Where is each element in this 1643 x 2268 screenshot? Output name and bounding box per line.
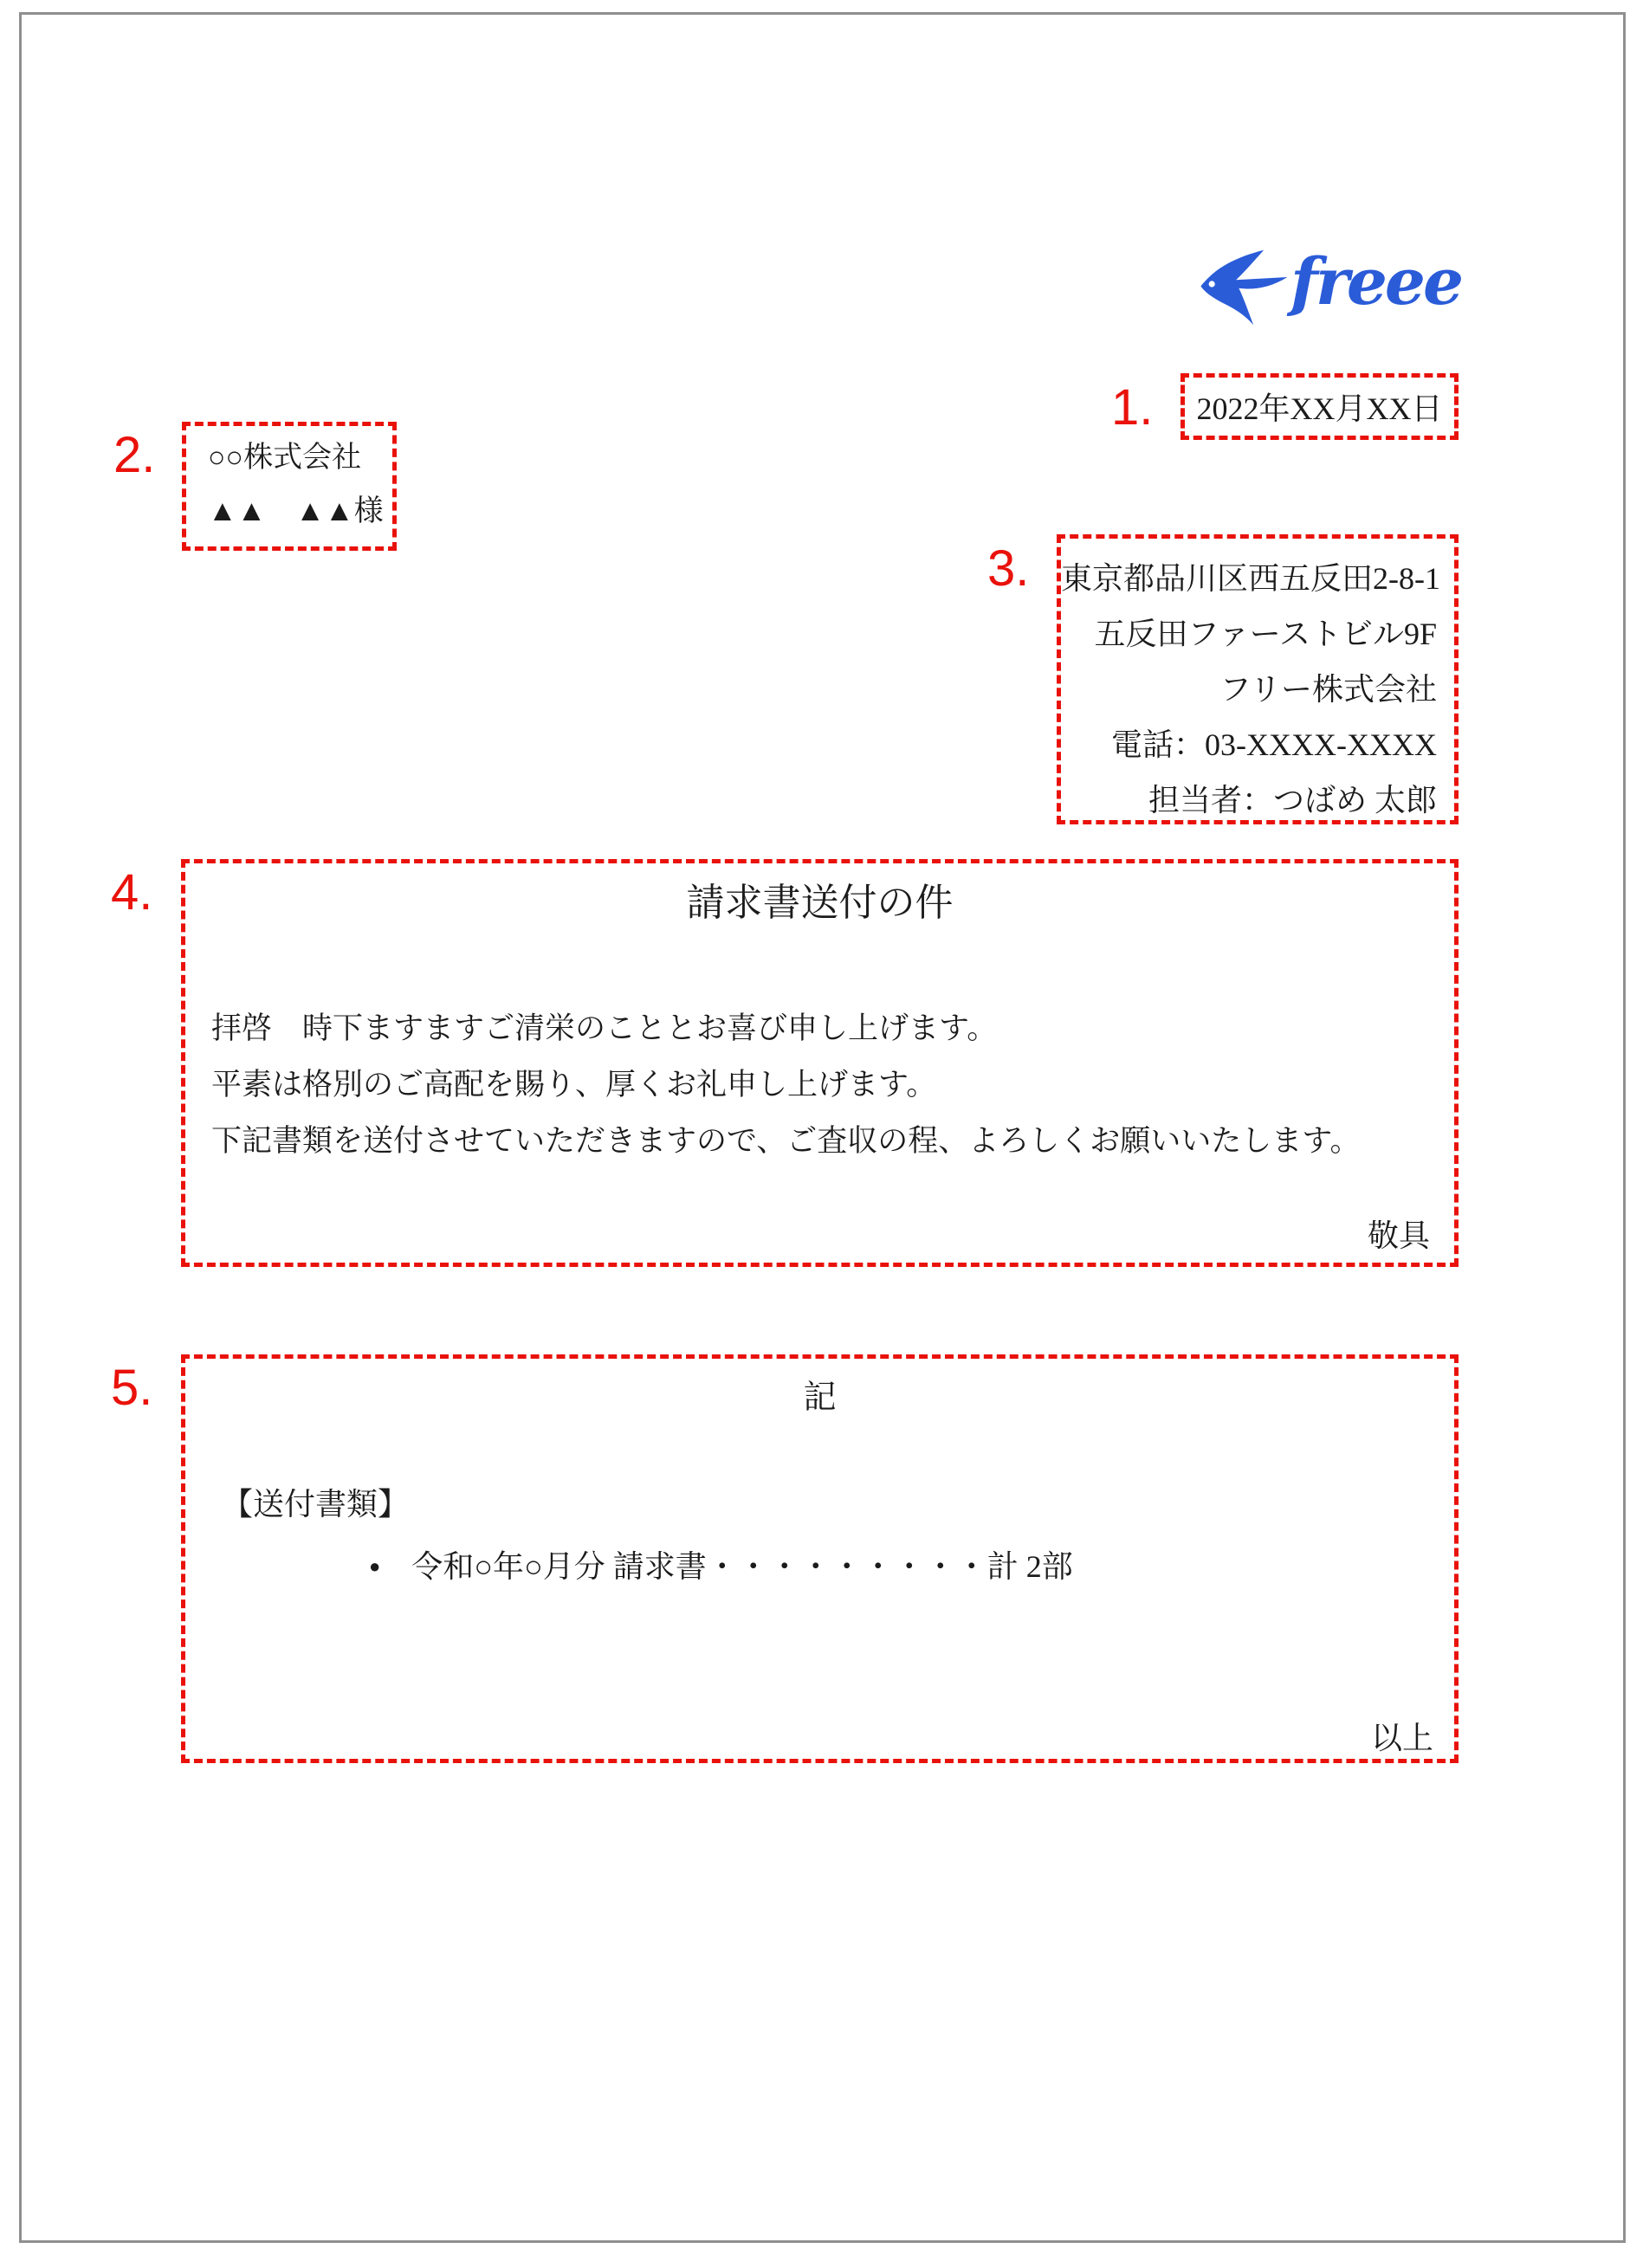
annotation-label-5: 5. xyxy=(111,1360,153,1416)
sender-address-line-2: 五反田ファーストビル9F xyxy=(1094,617,1437,651)
document-date: 2022年XX月XX日 xyxy=(1196,391,1443,426)
enclosed-documents-label: 【送付書類】 xyxy=(222,1487,410,1522)
letter-body-line-3: 下記書類を送付させていただきますので、ご査収の程、よろしくお願いいたします。 xyxy=(211,1124,1361,1158)
letter-annotation-box xyxy=(181,859,1459,1267)
recipient-annotation-box xyxy=(182,422,397,551)
letter-title: 請求書送付の件 xyxy=(686,882,954,924)
letter-closing-keigu: 敬具 xyxy=(1367,1218,1430,1253)
annotation-label-1: 1. xyxy=(1111,379,1154,436)
swallow-bird-icon xyxy=(1199,246,1289,329)
bullet-icon: ● xyxy=(369,1555,381,1577)
freee-logo-text: freee xyxy=(1290,245,1462,320)
annotation-label-4: 4. xyxy=(111,864,153,921)
note-heading-ki: 記 xyxy=(803,1380,837,1416)
letter-body-line-1: 拝啓 時下ますますご清栄のこととお喜び申し上げます。 xyxy=(211,1011,998,1045)
recipient-person: ▲▲ ▲▲様 xyxy=(208,495,384,527)
letter-body-line-2: 平素は格別のご高配を賜り、厚くお礼申し上げます。 xyxy=(211,1068,937,1102)
letter-body xyxy=(211,1000,1428,1169)
annotation-label-3: 3. xyxy=(987,540,1030,597)
freee-logo xyxy=(1199,246,1461,329)
date-annotation-box xyxy=(1181,373,1459,440)
sender-company: フリー株式会社 xyxy=(1219,672,1437,707)
sender-phone: 電話：03-XXXX-XXXX xyxy=(1111,727,1437,762)
sender-address-line-1: 東京都品川区西五反田2-8-1 xyxy=(1061,561,1440,596)
recipient-company: ○○株式会社 xyxy=(208,442,362,474)
enclosed-document-item xyxy=(369,1551,1073,1582)
note-closing-ijou: 以上 xyxy=(1370,1721,1433,1755)
sender-annotation-box xyxy=(1057,534,1459,824)
enclosed-document-text: 令和○年○月分 請求書・・・・・・・・・計 2部 xyxy=(411,1549,1073,1584)
sender-contact-person: 担当者：つばめ 太郎 xyxy=(1148,783,1437,817)
note-annotation-box xyxy=(181,1354,1459,1763)
annotation-label-2: 2. xyxy=(113,427,156,483)
